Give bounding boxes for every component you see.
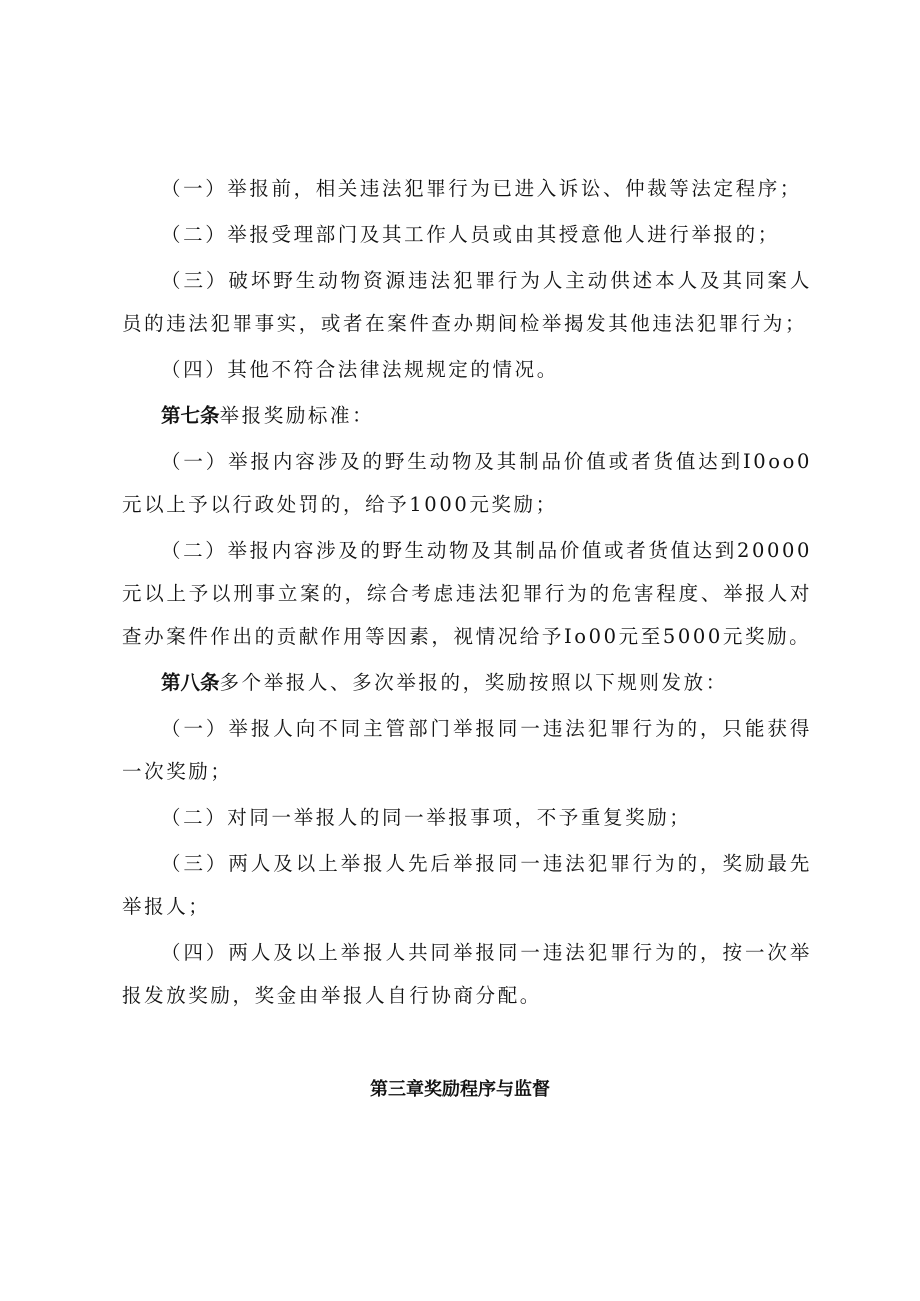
paragraph-exclusion-4: （四）其他不符合法律法规规定的情况。 (161, 358, 559, 381)
article-7 (122, 394, 812, 437)
paragraph-reward-standard-2: （二）举报内容涉及的野生动物及其制品价值或者货值达到20000元以上予以刑事立案的，综合考虑违法犯罪行为的危害程度、举报人对查办案件作出的贡献作用等因素，视情况给予Io00元至5000元奖励。 (122, 539, 812, 648)
paragraph-exclusion-2: （二）举报受理部门及其工作人员或由其授意他人进行举报的； (161, 223, 780, 246)
paragraph-multi-report-3: （三）两人及以上举报人先后举报同一违法犯罪行为的，奖励最先举报人； (122, 852, 812, 918)
article-8 (122, 661, 812, 704)
paragraph-multi-report-2: （二）对同一举报人的同一举报事项，不予重复奖励； (161, 806, 692, 829)
paragraph-multi-report-4: （四）两人及以上举报人共同举报同一违法犯罪行为的，按一次举报发放奖励，奖金由举报人自行协商分配。 (122, 941, 812, 1007)
paragraph-reward-standard-1: （一）举报内容涉及的野生动物及其制品价值或者货值达到I0oo0元以上予以行政处罚的，给予1000元奖励； (122, 450, 812, 516)
paragraph-multi-report-1: （一）举报人向不同主管部门举报同一违法犯罪行为的，只能获得一次奖励； (122, 717, 812, 783)
article-8-body: 多个举报人、多次举报的，奖励按照以下规则发放： (219, 671, 728, 694)
article-7-body: 举报奖励标准： (219, 404, 375, 427)
document-body (122, 167, 812, 1017)
article-8-head: 第八条 (161, 671, 220, 694)
paragraph-exclusion-1: （一）举报前，相关违法犯罪行为已进入诉讼、仲裁等法定程序； (161, 177, 802, 200)
chapter-title: 第三章奖励程序与监督 (370, 1079, 550, 1100)
paragraph-exclusion-3: （三）破坏野生动物资源违法犯罪行为人主动供述本人及其同案人员的违法犯罪事实，或者在案件查办期间检举揭发其他违法犯罪行为； (122, 269, 812, 335)
article-7-head: 第七条 (161, 404, 220, 427)
